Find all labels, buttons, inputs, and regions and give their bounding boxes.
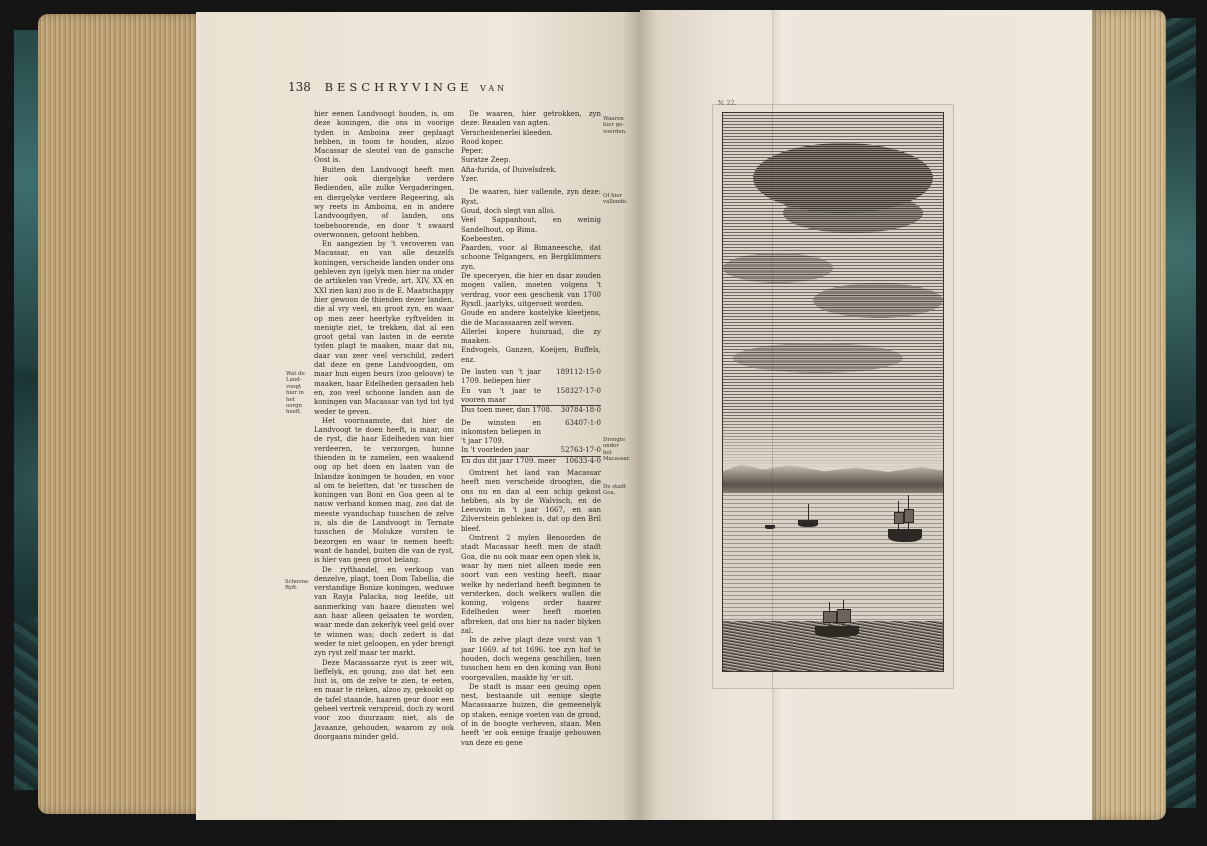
header-title: BESCHRYVINGE [324, 80, 473, 94]
account-row [461, 368, 601, 387]
plate-number: N. 22. [718, 100, 737, 107]
horizon-haze [723, 413, 943, 473]
account-row [461, 387, 601, 406]
account-label: En van 't jaar te vooren maar [461, 386, 541, 404]
list-item: Yzer. [461, 175, 479, 184]
account-label: En dus dit jaar 1709. meer [461, 456, 557, 465]
list-item: Afia-furida, of Duivelsdrek. [461, 165, 557, 174]
paragraph: Buiten den Landvoogt heeft men hier ook diergelyke verdere Bedienden, alle zulke Vergaderingen, en diergelyke verdere Regeering, als wy reets in Amboina, en in andere Landvoogdyen, of landen, ons toebehoorende, en door 't swaard overwonnen, getoont hebben. [314, 165, 454, 239]
list-item: Endvogels, Ganzen, Koeijen, Buffels, enz. [461, 346, 601, 364]
account-row [461, 405, 601, 415]
paragraph: De ryfthandel, en verkoop van denzelve, plagt, toen Dom Tabellia, die verstandige Bonize koningen, weduwe van Rayja Palacka, nog leefde, uit aanmerking van haare diensten wel aan haar alleen gelaaten te worden, waar mede dan zekerlyk veel geld over te winnen was; doch zedert is dat weder te niet geloopen, en yder brengt zyn ryst zelf maar ter markt. [314, 565, 454, 658]
ship-hull [765, 525, 775, 529]
margin-note-left: Wat de Land-voogt hier in het oorgn heeft. [286, 371, 305, 416]
ship-sail [904, 509, 914, 523]
paragraph: Omtrent het land van Macassar heeft men verscheide droogten, die ons nu en dan al een schip gekost hebben, als by de Walvisch, en de Leeuwin in 't jaar 1667, en aan Zilverstein gebleken is, dat op den Bril bleef. [461, 468, 601, 533]
account-label: Dus toen meer, dan 1708. [461, 406, 553, 415]
account-label: De lasten van 't jaar 1709. beliepen hier [461, 368, 541, 386]
text-column-right [461, 110, 601, 748]
account-value: 10633-4-0 [565, 456, 601, 465]
cloud [813, 283, 943, 318]
paragraph: Deze Macassaarze ryst is zeer wit, lieffelyk, en goung, zoo dat het een lust is, om de zelve te zien, te eeten, en maar te rieken, alzoo zy, gekookt op de tafel staande, haaren geur door een geheel vertrek verspreid, doch zy word voor zoo duurzaam niet, als de Javaanze, gehouden, waarom zy ook doorgaans minder geld. [314, 658, 454, 741]
account-value: 30784-18-0 [560, 406, 601, 415]
account-row [461, 456, 601, 466]
account-row [461, 446, 601, 455]
margin-note-left: Schoone Ryft. [285, 579, 309, 592]
page-edges-right [1088, 10, 1166, 820]
ship-sail [823, 611, 837, 623]
list-item: Goud, doch slegt van alloi. [461, 206, 556, 215]
account-value: 63407-1-0 [565, 418, 601, 427]
list-item: Peper. [461, 147, 483, 156]
list-item: De speceryen, die hier en daar zouden mogen vallen, moeten volgens 't verdrag, voor een geschenk van 1700 Ryxdl. jaarlyks, uitgeroeit worden. [461, 272, 601, 308]
account-row [461, 419, 601, 447]
list-item: Paarden, voor al Bimaneesche, dat schoone Telgangers, en Bergklimmers zyn. [461, 244, 601, 271]
ship [765, 517, 775, 529]
marbled-cover-right [1162, 18, 1196, 808]
account-value: 158327-17-0 [556, 386, 601, 395]
ship-sail [894, 512, 904, 524]
exports-intro: De waaren, hier vallende, zyn deze: Ryst. [461, 188, 601, 206]
paragraph: hier eenen Landvoogt houden, is, om deze koningen, die ons in voorige tyden in Amboina zeer geplaagt hebben, in toom te houden, alzoo Macassar de sleutel van de gansche Oost is. [314, 110, 454, 165]
account-value: 189112-15-0 [556, 368, 601, 377]
list-item: Goude en andere kostelyke kleetjens, die de Macassaaren zelf weven. [461, 309, 601, 327]
list-item: Allerlei kopere huisraad, die zy maaken. [461, 327, 601, 346]
paragraph: Omtrent 2 mylen Benoorden de stadt Macassar heeft men de stadt Goa, die nu ook maar een open vlek is, waar by men niet alleen mede een soort van een vesting heeft, maar welke hy nederland heeft beginnen te versterken, doch welkers wallen die koning, volgens order haarer Edelheden weer heeft moeten afbreken, dat ons hier na nader blyken zal. [461, 534, 601, 636]
paragraph: In de zelve plagt deze vorst van 't jaar 1669. af tot 1696. toe zyn hof te houden, doch wegens geschillen, toen tusschen hem en den koning van Boni voorgevallen, maakte hy 'er uit. [461, 636, 601, 682]
ship-hull [888, 529, 922, 542]
ship-hull [815, 626, 859, 637]
margin-note-right: De stadt Goa. [603, 484, 626, 497]
list-item: Koebeesten. [461, 234, 505, 243]
paragraph: En aangezien by 't veroveren van Macassar, en van alle deszelfs koningen, verscheide landen onder ons gebleven zyn (gelyk men hier na onder de artikelen van Vrede, art. XIV, XX en XXI zien kan) zoo is de E. Maatschappy hier gewoon de thienden dezer landen, die al vry veel, en groot zyn, en waar op men zeer heerlyke ryftvelden in menigte ziet, te trekken, dat al een groot getal van lasten in de eerste tyden plagt te maaken, maar dat nu, daar van zeer veel verschild, zedert dat deze en gene Landvoogden, om maar hun eigen beurs (zoo geloove) te maaken, haar Edelheden geraaden heb en, zoo veel schoone landen aan de koningen van Macassar van tyd tot tyd weder te geven. [314, 240, 454, 416]
list-item: Verscheidenerlei kleeden. [461, 128, 553, 137]
margin-note-right: Waaren hier ge-voerden. [603, 116, 627, 135]
account-label: De winsten en inkomsten beliepen in 't jaar 1709. [461, 418, 541, 446]
margin-note-right: Of hier vallende. [603, 193, 628, 206]
cloud [733, 343, 903, 373]
running-header [288, 80, 507, 94]
paragraph: De stadt is maar een geuing open nest, bestaande uit eenige slegte Macassaarze huizen, die gemeenelyk op staken, eenige voeten van de grond, of in de hoogte verheven, staan. Men heeft 'er ook eenige fraaije gebouwen van deze en gene [461, 682, 601, 747]
ship [798, 505, 818, 527]
header-title-lower: VAN [480, 84, 508, 93]
list-item: Veel Sappanhout, en weinig Sandelhout, op Bima. [461, 216, 601, 234]
page-number: 138 [288, 80, 311, 94]
cloud [723, 253, 833, 283]
page-edges-left [38, 14, 208, 814]
harbour-engraving [722, 112, 944, 672]
ship-hull [798, 520, 818, 527]
ship-sail [837, 609, 851, 623]
paragraph: Het voornaamste, dat hier de Landvoogt te doen heeft, is maar, om de ryst, die haar Edelheden van hier verdeeren, te verzorgen, hunne thienden in te zamelen, een waakend oog op het doen en laaten van de Inlandze koningen te houden, en voor al om te beletten, dat 'er tusschen de koningen van Boni en Goa geen al te nauw verband komen mag, zoo dat de meeste vyandschap tusschen de zelve is, als die de Landvoogt in Ternate tusschen de Molukze vorsten te bezorgen en waar te nemen heeft: want de handel, buiten die van de ryst, is hier van geen groot belang. [314, 416, 454, 565]
ship [888, 498, 922, 542]
cloud [783, 193, 923, 233]
ship [815, 601, 859, 637]
margin-note-right: Droogte onder het Macassar. [603, 437, 631, 463]
list-item: Suratze Zeep. [461, 156, 511, 165]
account-label: In 't voorleden jaar [461, 446, 529, 455]
imports-intro: De waaren, hier getrokken, zyn deze: Reaalen van agten. [461, 110, 601, 128]
plate-fold-line [772, 104, 773, 687]
text-column-left [314, 110, 454, 742]
ship-mast [808, 504, 809, 520]
account-value: 52763-17-0 [560, 446, 601, 455]
list-item: Rood koper. [461, 137, 504, 146]
